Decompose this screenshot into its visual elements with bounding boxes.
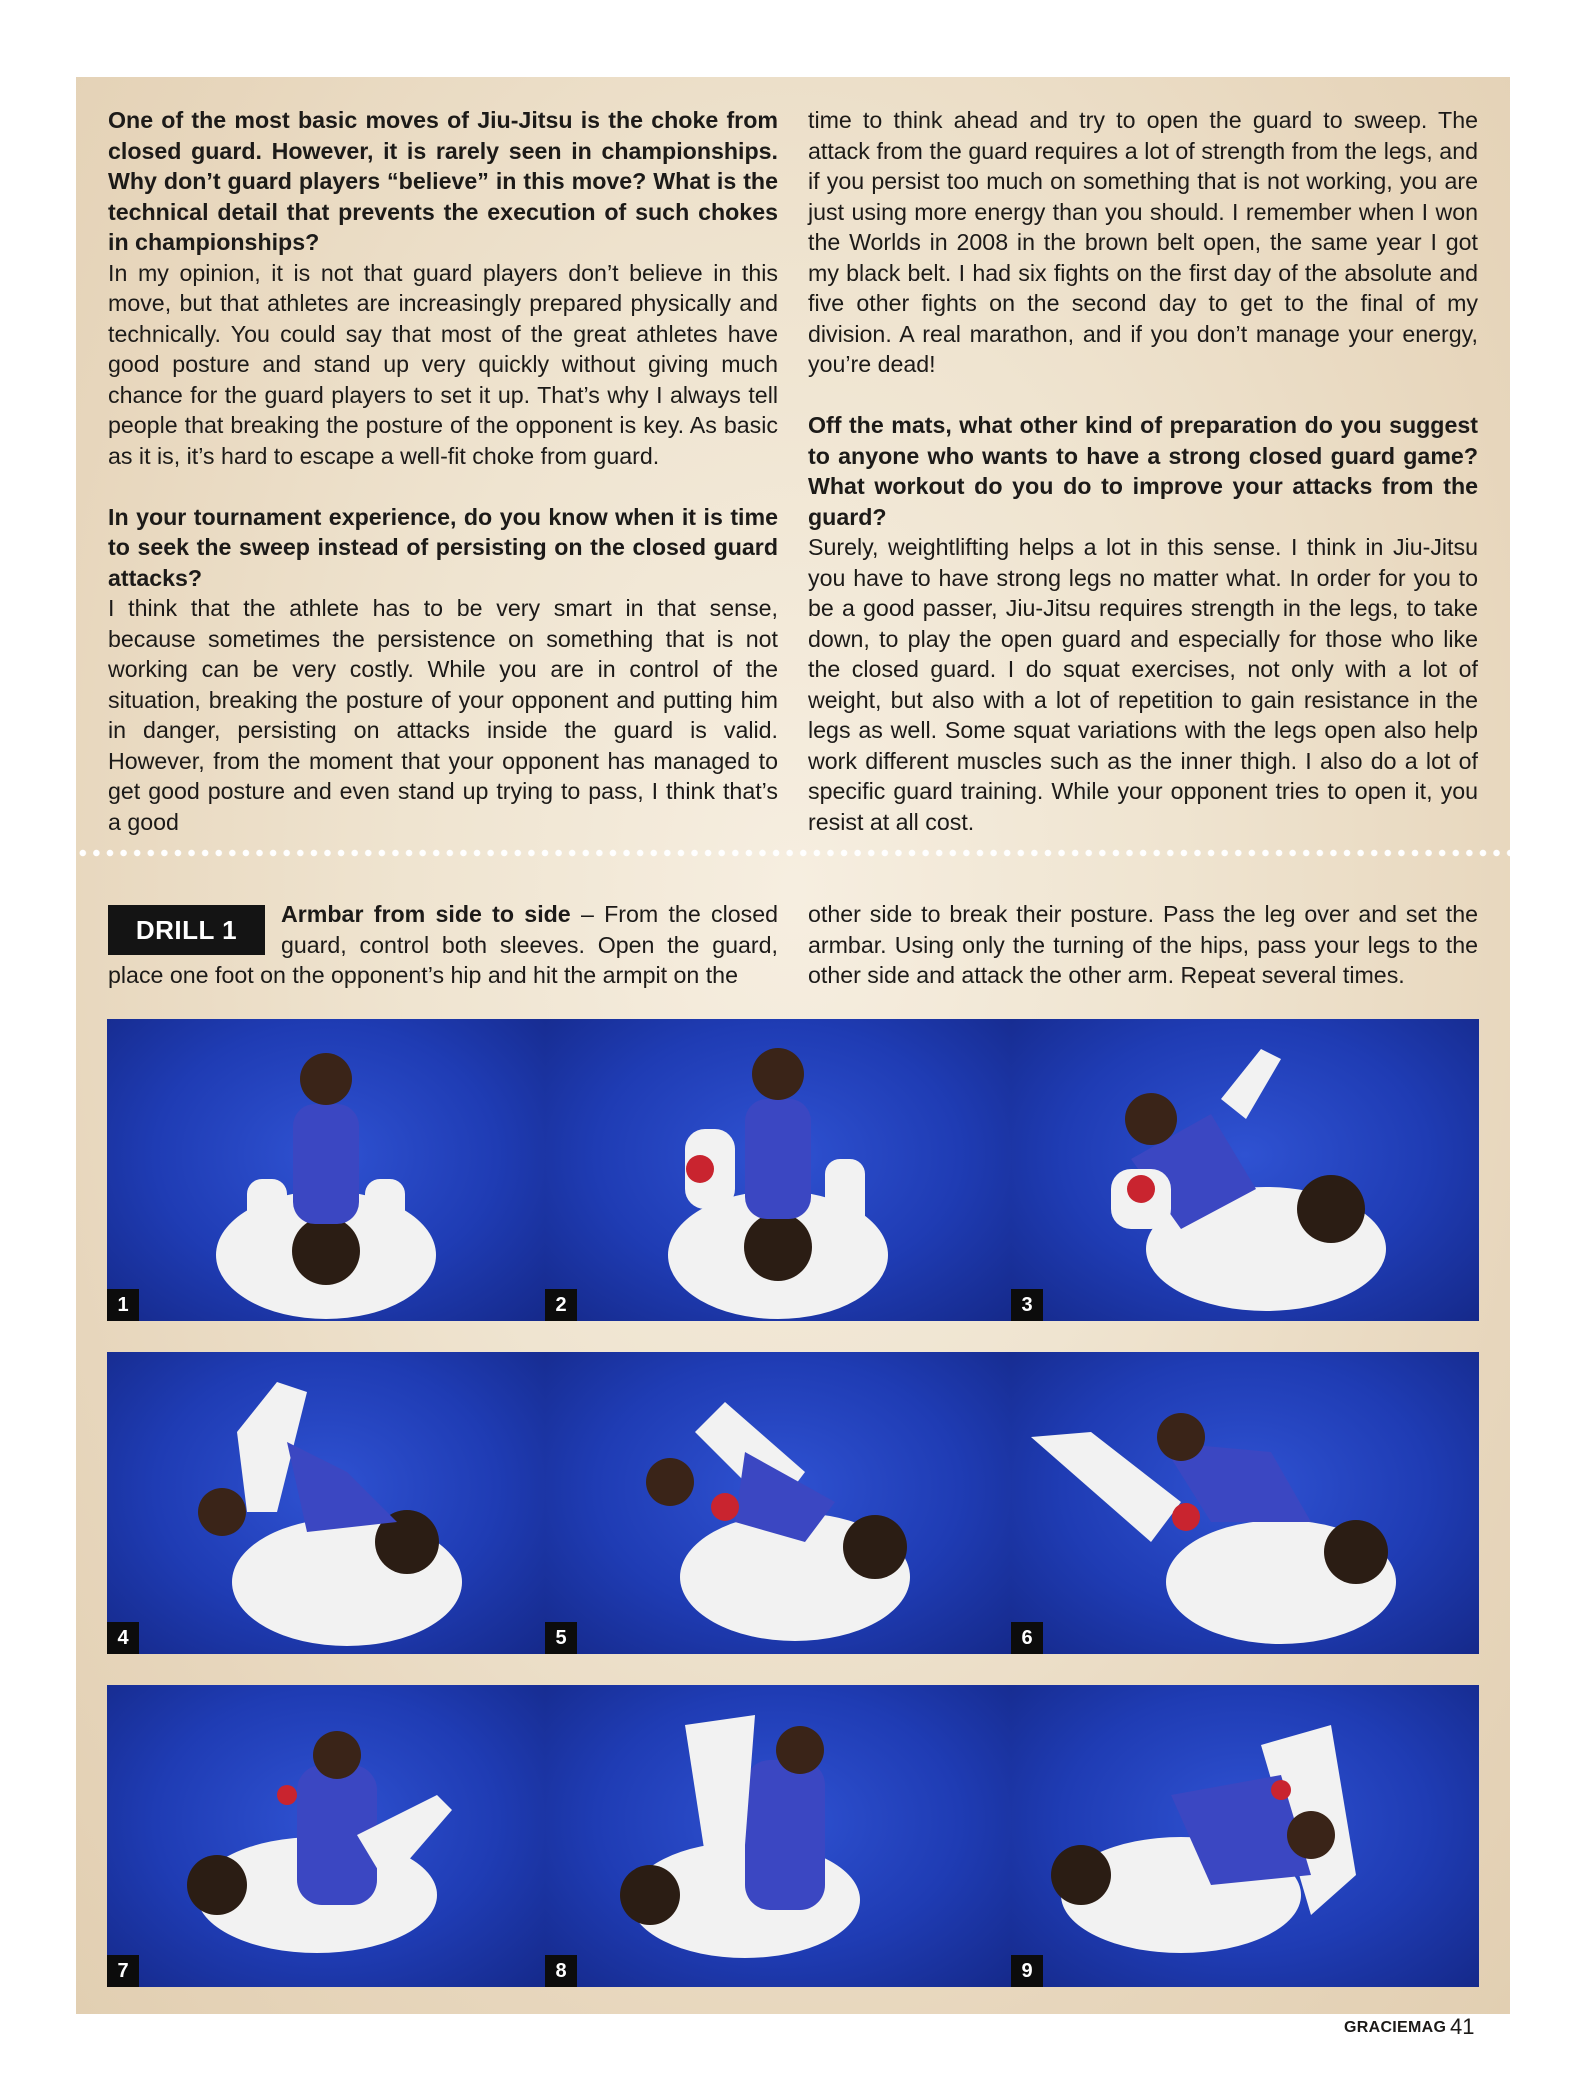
article-column-right bbox=[808, 105, 1478, 837]
photo-number: 7 bbox=[107, 1955, 139, 1987]
photo-number: 2 bbox=[545, 1289, 577, 1321]
magazine-brand: GRACIEMAG bbox=[1344, 2019, 1447, 2036]
photo-number: 6 bbox=[1011, 1622, 1043, 1654]
drill-text-right: other side to break their posture. Pass the leg over and set the armbar. Using only the turning of the hips, pass your legs to the other side and attack the other arm. Repeat several times. bbox=[808, 901, 1478, 988]
page-number: 41 bbox=[1450, 2014, 1475, 2039]
photo-illustration bbox=[545, 1019, 1011, 1321]
article-column-left bbox=[108, 105, 778, 837]
question-2: In your tournament experience, do you know when it is time to seek the sweep instead of persisting on the closed guard attacks? bbox=[108, 503, 778, 591]
photo-illustration bbox=[545, 1685, 1011, 1987]
photo-illustration bbox=[1011, 1019, 1479, 1321]
drill-photo-4 bbox=[107, 1352, 545, 1654]
photo-number: 1 bbox=[107, 1289, 139, 1321]
answer-2-continued: time to think ahead and try to open the guard to sweep. The attack from the guard requires a lot of strength from the legs, and if you persist too much on something that is not working, you are just using more energy than you should. I remember when I won the Worlds in 2008 in the brown belt open, the same year I got my black belt. I had six fights on the first day of the absolute and five other fights on the second day to get to the final of my division. A real marathon, and if you don’t manage your energy, you’re dead! bbox=[808, 107, 1478, 377]
photo-number: 4 bbox=[107, 1622, 139, 1654]
drill-photo-7 bbox=[107, 1685, 545, 1987]
photo-illustration bbox=[1011, 1352, 1479, 1654]
photo-illustration bbox=[545, 1352, 1011, 1654]
drill-text-left: From the closed guard, control both sleeves. Open the guard, place one foot on the opponent’s hip and hit the armpit on the bbox=[108, 901, 779, 988]
drill-photo-5 bbox=[545, 1352, 1011, 1654]
drill-photo-6 bbox=[1011, 1352, 1479, 1654]
photo-number: 3 bbox=[1011, 1289, 1043, 1321]
photo-number: 9 bbox=[1011, 1955, 1043, 1987]
photo-illustration bbox=[107, 1685, 545, 1987]
drill-badge: DRILL 1 bbox=[108, 905, 265, 955]
drill-photo-2 bbox=[545, 1019, 1011, 1321]
dotted-divider bbox=[76, 847, 1510, 859]
photo-illustration bbox=[107, 1352, 545, 1654]
photo-illustration bbox=[107, 1019, 545, 1321]
answer-2: I think that the athlete has to be very smart in that sense, because sometimes the persistence on something that is not working can be very costly. While you are in control of the situation, breaking the posture of your opponent and putting him in danger, persisting on attacks inside the guard is valid. However, from the moment that your opponent has managed to get good posture and even stand up trying to pass, I think that’s a good bbox=[108, 595, 778, 835]
photo-number: 8 bbox=[545, 1955, 577, 1987]
photo-number: 5 bbox=[545, 1622, 577, 1654]
answer-3: Surely, weightlifting helps a lot in this sense. I think in Jiu-Jitsu you have to have strong legs no matter what. In order for you to be a good passer, Jiu-Jitsu requires strength in the legs, to take down, to play the open guard and especially for those who like the closed guard. I do squat exercises, not only with a lot of weight, but also with a lot of repetition to gain resistance in the legs as well. Some squat variations with the legs open also help work different muscles such as the inner thigh. I also do a lot of specific guard training. While your opponent tries to open it, you resist at all cost. bbox=[808, 534, 1478, 835]
answer-1: In my opinion, it is not that guard players don’t believe in this move, but that athletes are increasingly prepared physically and technically. You could say that most of the great athletes have good posture and stand up very quickly without giving much chance for the guard players to set it up. That’s why I always tell people that breaking the posture of the opponent is key. As basic as it is, it’s hard to escape a well-fit choke from guard. bbox=[108, 259, 778, 469]
question-3: Off the mats, what other kind of preparation do you suggest to anyone who wants to have a strong closed guard game? What workout do you do to improve your attacks from the guard? bbox=[808, 412, 1478, 530]
question-1: One of the most basic moves of Jiu-Jitsu is the choke from closed guard. However, it is rarely seen in championships. Why don’t guard players “believe” in this move? What is the technical detail that prevents the execution of such chokes in championships? bbox=[108, 107, 778, 255]
drill-title: Armbar from side to side bbox=[281, 901, 571, 927]
drill-photo-3 bbox=[1011, 1019, 1479, 1321]
drill-photo-1 bbox=[107, 1019, 545, 1321]
photo-illustration bbox=[1011, 1685, 1479, 1987]
drill-photo-8 bbox=[545, 1685, 1011, 1987]
drill-photo-9 bbox=[1011, 1685, 1479, 1987]
drill-dash: – bbox=[570, 901, 605, 927]
